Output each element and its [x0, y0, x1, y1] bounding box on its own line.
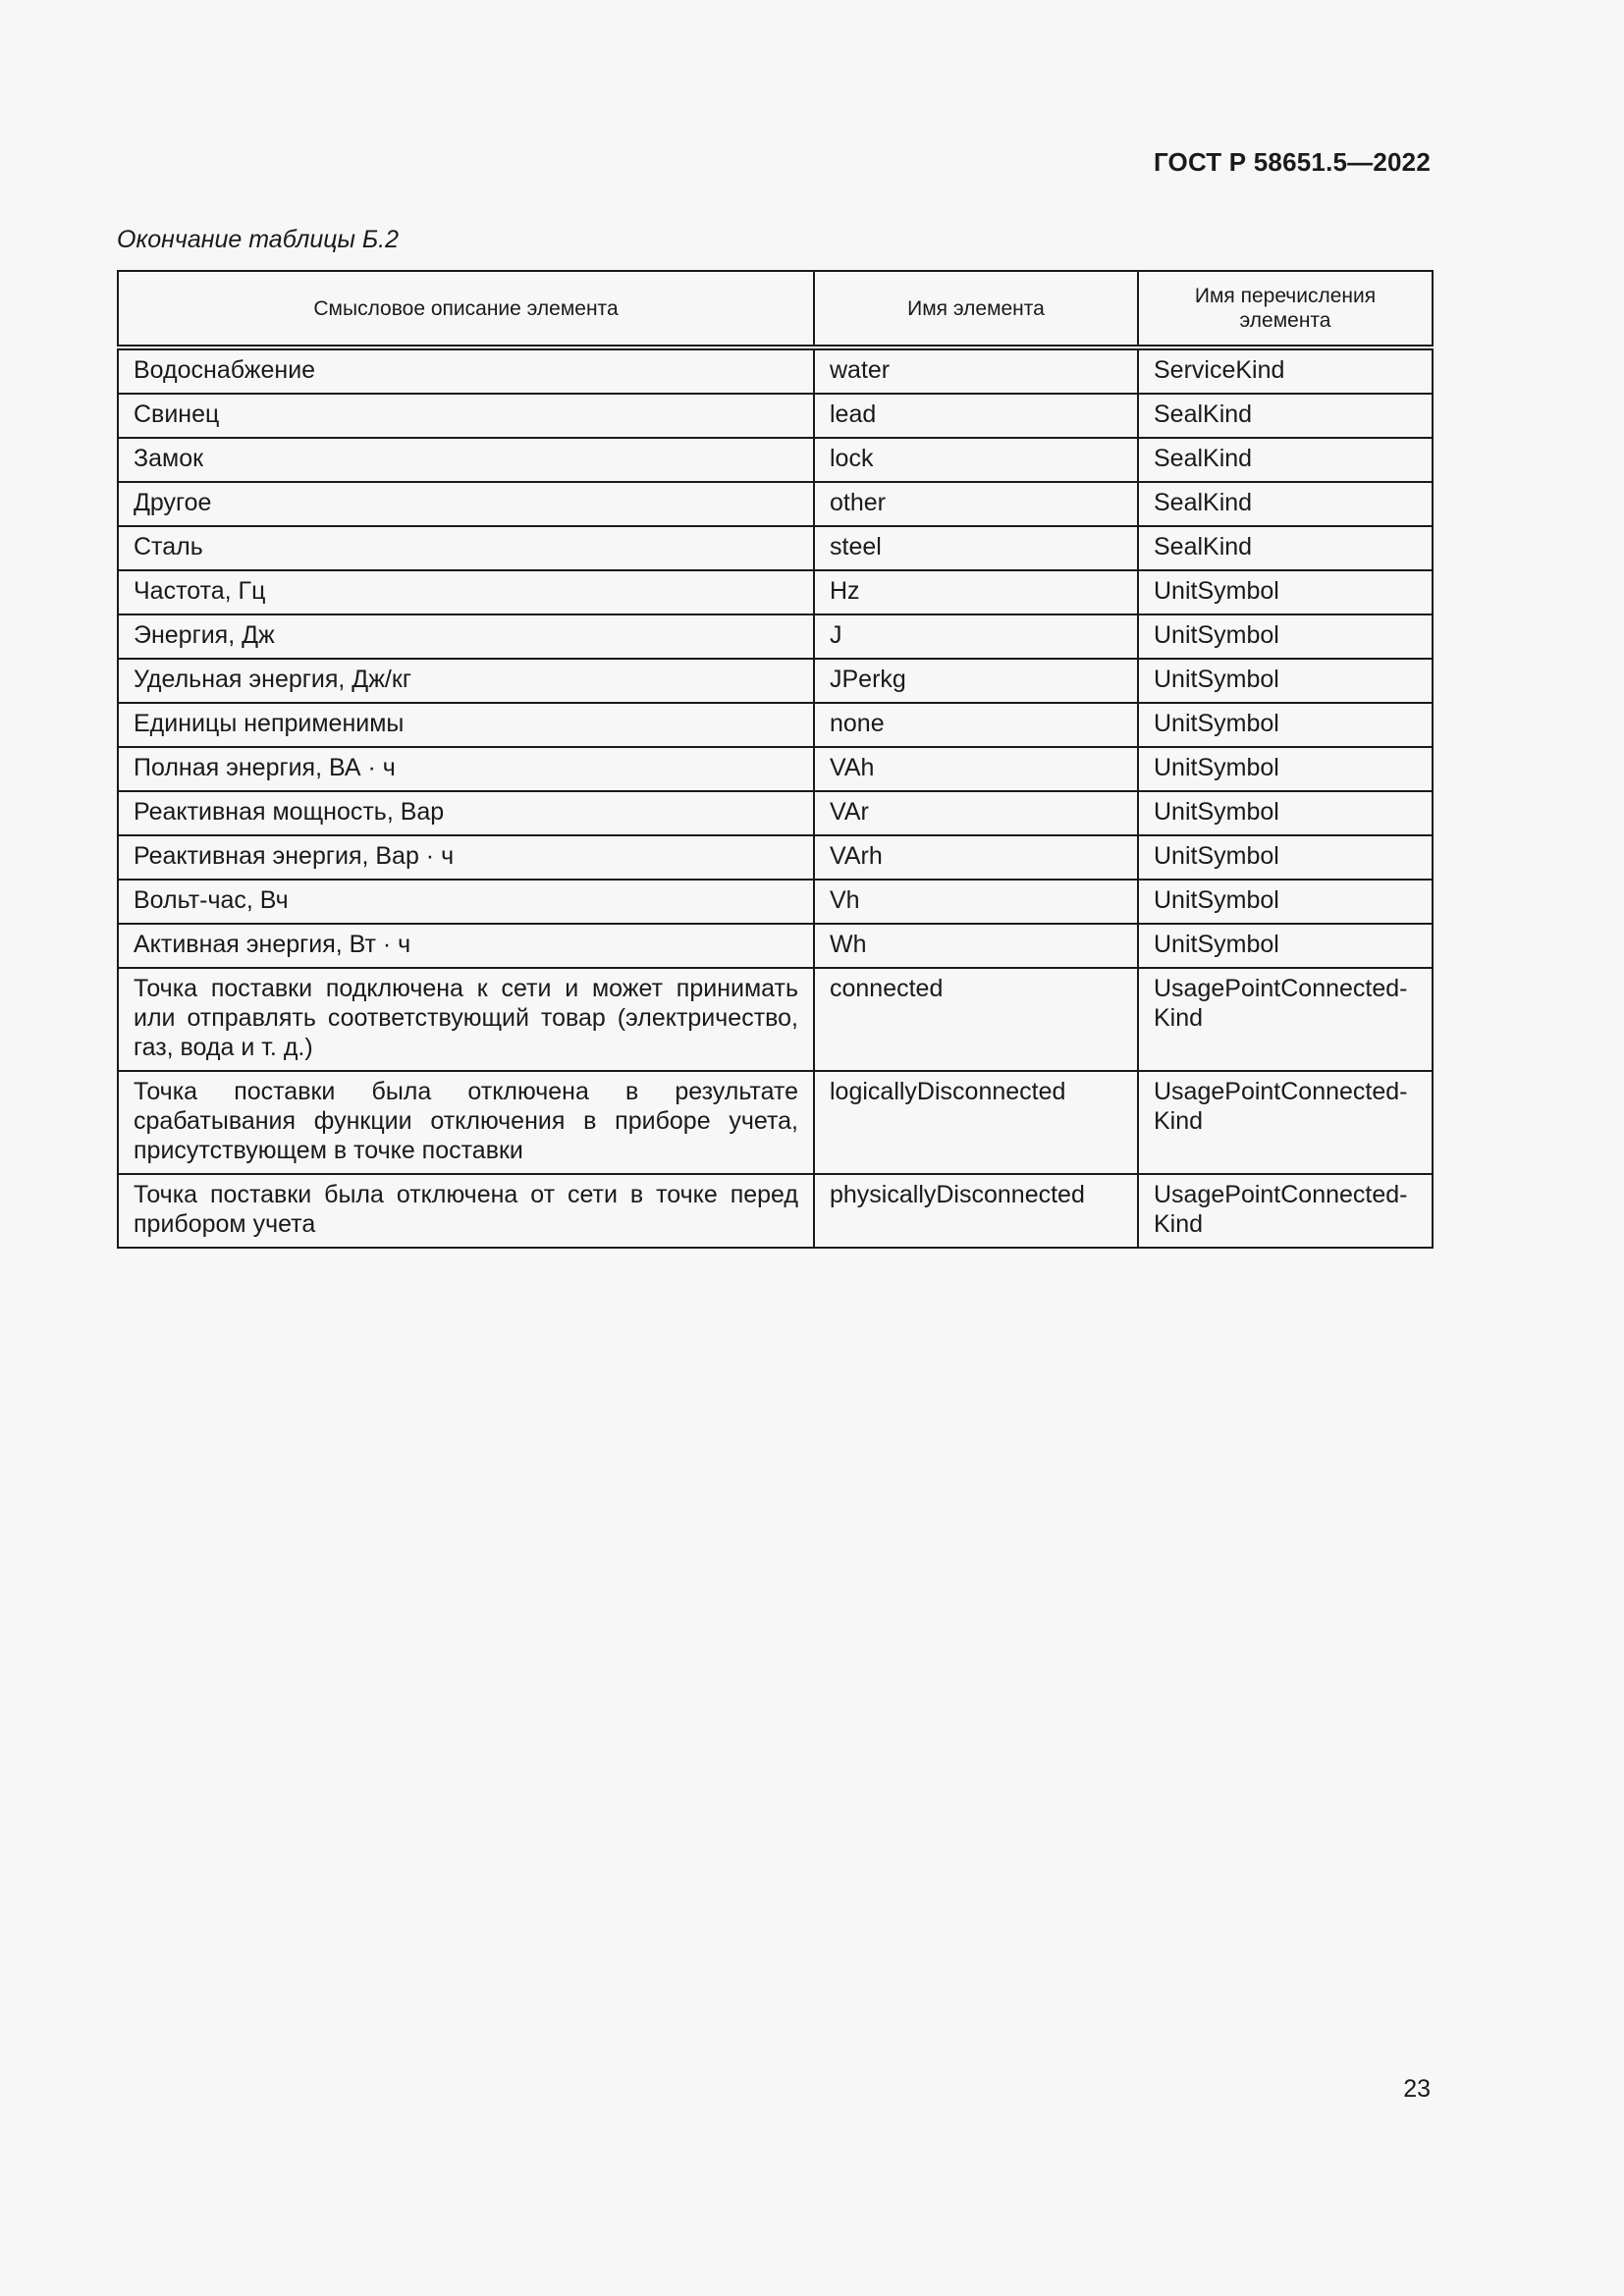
cell-element-name: none: [814, 703, 1138, 747]
table-row: [118, 570, 1433, 614]
cell-enumeration-name: SealKind: [1138, 438, 1433, 482]
cell-enumeration-name: UnitSymbol: [1138, 924, 1433, 968]
table-row: [118, 880, 1433, 924]
cell-enumeration-name: UnitSymbol: [1138, 791, 1433, 835]
cell-element-name: VArh: [814, 835, 1138, 880]
cell-enumeration-name: SealKind: [1138, 526, 1433, 570]
cell-element-name: VAh: [814, 747, 1138, 791]
cell-description: Водоснабжение: [118, 347, 814, 394]
table-row: [118, 614, 1433, 659]
cell-description: Сталь: [118, 526, 814, 570]
header-enumeration-name: Имя перечисления элемента: [1138, 271, 1433, 347]
table-row: [118, 347, 1433, 394]
cell-enumeration-name: UsagePointConnected-Kind: [1138, 1071, 1433, 1174]
elements-table: [117, 270, 1434, 1249]
cell-element-name: Vh: [814, 880, 1138, 924]
cell-element-name: water: [814, 347, 1138, 394]
cell-enumeration-name: UnitSymbol: [1138, 659, 1433, 703]
cell-enumeration-name: UnitSymbol: [1138, 614, 1433, 659]
cell-enumeration-name: UnitSymbol: [1138, 835, 1433, 880]
cell-element-name: lead: [814, 394, 1138, 438]
cell-description: Точка поставки подключена к сети и может принимать или отправлять соответствующий товар (электричество, газ, вода и т. д.): [118, 968, 814, 1071]
header-description: Смысловое описание элемента: [118, 271, 814, 347]
cell-element-name: VAr: [814, 791, 1138, 835]
header-element-name: Имя элемента: [814, 271, 1138, 347]
cell-enumeration-name: SealKind: [1138, 482, 1433, 526]
cell-description: Частота, Гц: [118, 570, 814, 614]
table-row: [118, 1174, 1433, 1248]
table-row: [118, 747, 1433, 791]
cell-enumeration-name: UnitSymbol: [1138, 570, 1433, 614]
cell-description: Полная энергия, ВА · ч: [118, 747, 814, 791]
cell-description: Реактивная мощность, Вар: [118, 791, 814, 835]
table-body: [118, 347, 1433, 1248]
cell-description: Точка поставки была отключена от сети в точке перед прибором учета: [118, 1174, 814, 1248]
table-row: [118, 835, 1433, 880]
table-row: [118, 924, 1433, 968]
cell-description: Другое: [118, 482, 814, 526]
cell-element-name: Hz: [814, 570, 1138, 614]
cell-enumeration-name: ServiceKind: [1138, 347, 1433, 394]
cell-enumeration-name: SealKind: [1138, 394, 1433, 438]
cell-element-name: physicallyDisconnected: [814, 1174, 1138, 1248]
cell-enumeration-name: UsagePointConnected-Kind: [1138, 1174, 1433, 1248]
cell-element-name: JPerkg: [814, 659, 1138, 703]
cell-description: Свинец: [118, 394, 814, 438]
table-row: [118, 394, 1433, 438]
table-row: [118, 968, 1433, 1071]
page-number: 23: [1403, 2075, 1431, 2103]
cell-enumeration-name: UsagePointConnected-Kind: [1138, 968, 1433, 1071]
cell-enumeration-name: UnitSymbol: [1138, 880, 1433, 924]
cell-element-name: J: [814, 614, 1138, 659]
cell-enumeration-name: UnitSymbol: [1138, 703, 1433, 747]
table-header-row: [118, 271, 1433, 347]
cell-description: Реактивная энергия, Вар · ч: [118, 835, 814, 880]
table-row: [118, 791, 1433, 835]
cell-element-name: Wh: [814, 924, 1138, 968]
cell-enumeration-name: UnitSymbol: [1138, 747, 1433, 791]
cell-description: Замок: [118, 438, 814, 482]
cell-description: Единицы неприменимы: [118, 703, 814, 747]
cell-element-name: logicallyDisconnected: [814, 1071, 1138, 1174]
table-caption: Окончание таблицы Б.2: [117, 226, 399, 253]
cell-element-name: connected: [814, 968, 1138, 1071]
cell-description: Точка поставки была отключена в результате срабатывания функции отключения в приборе учета, присутствующем в точке поставки: [118, 1071, 814, 1174]
cell-element-name: other: [814, 482, 1138, 526]
cell-description: Вольт-час, Вч: [118, 880, 814, 924]
cell-element-name: lock: [814, 438, 1138, 482]
cell-description: Удельная энергия, Дж/кг: [118, 659, 814, 703]
table-row: [118, 438, 1433, 482]
table-header: [118, 271, 1433, 347]
cell-description: Активная энергия, Вт · ч: [118, 924, 814, 968]
table-row: [118, 1071, 1433, 1174]
table-row: [118, 703, 1433, 747]
document-code: ГОСТ Р 58651.5—2022: [1153, 147, 1431, 177]
table-row: [118, 659, 1433, 703]
table-row: [118, 526, 1433, 570]
table-row: [118, 482, 1433, 526]
cell-description: Энергия, Дж: [118, 614, 814, 659]
cell-element-name: steel: [814, 526, 1138, 570]
